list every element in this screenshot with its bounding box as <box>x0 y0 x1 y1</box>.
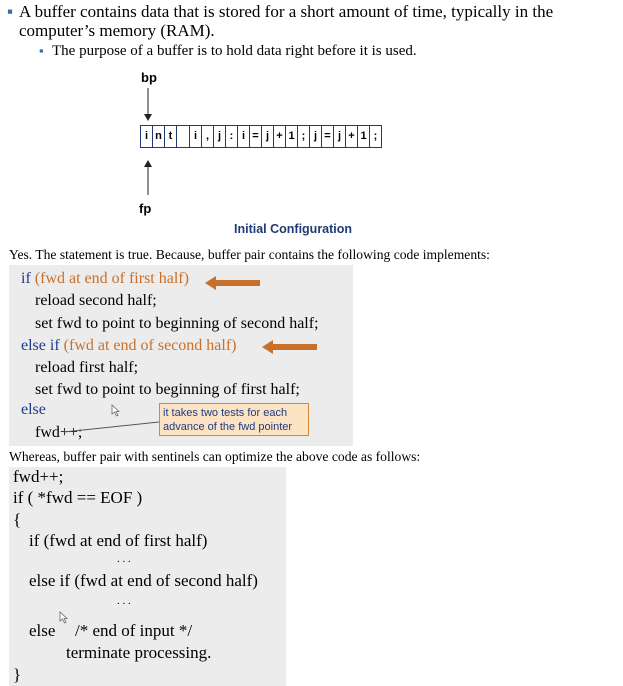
buffer-cell: i <box>141 125 153 148</box>
bullet1-line1: A buffer contains data that is stored for a short amount of time, typically in the <box>19 2 554 21</box>
fp-pointer-arrow <box>144 160 152 195</box>
code-elseif-keyword: else if <box>21 337 60 354</box>
buffer-cell: ; <box>298 125 310 148</box>
whereas-text: Whereas, buffer pair with sentinels can optimize the above code as follows: <box>9 449 421 464</box>
callout-two-tests: it takes two tests for each advance of the fwd pointer <box>159 403 309 436</box>
bullet1-line2: computer’s memory (RAM). <box>19 21 215 40</box>
buffer-cell: = <box>250 125 262 148</box>
code-fwd-increment: fwd++; <box>35 424 83 441</box>
code-if-keyword: if <box>21 270 31 287</box>
buffer-cell: j <box>262 125 274 148</box>
code2-ellipsis-2: . . . <box>117 595 131 607</box>
code-reload-first: reload first half; <box>35 359 139 376</box>
code2-terminate: terminate processing. <box>66 643 212 662</box>
bullet2-text: The purpose of a buffer is to hold data right before it is used. <box>52 43 417 59</box>
code-if-condition: (fwd at end of first half) <box>34 270 189 287</box>
buffer-cell: + <box>346 125 358 148</box>
buffer-cell: , <box>202 125 214 148</box>
code2-ellipsis-1: . . . <box>117 553 131 565</box>
buffer-cell: n <box>153 125 165 148</box>
code-reload-second: reload second half; <box>35 292 157 309</box>
buffer-cell: 1 <box>358 125 370 148</box>
bullet-marker: ▪ <box>39 43 44 58</box>
orange-arrow-icon <box>205 276 260 290</box>
code2-if-eof: if ( *fwd == EOF ) <box>13 488 143 507</box>
code2-close-brace: } <box>13 665 22 684</box>
callout-leader-line <box>64 422 159 432</box>
buffer-cell: j <box>310 125 322 148</box>
diagram-caption: Initial Configuration <box>234 222 353 236</box>
cursor-icon <box>112 405 119 416</box>
orange-arrow-icon <box>262 340 317 354</box>
code2-else-keyword: else <box>29 621 56 640</box>
buffer-cell: ; <box>370 125 382 148</box>
code-elseif-condition: (fwd at end of second half) <box>63 337 237 354</box>
code2-comment: /* end of input */ <box>75 621 193 640</box>
bp-pointer-arrow <box>144 88 152 121</box>
buffer-cell: i <box>190 125 202 148</box>
bp-label: bp <box>141 70 157 85</box>
code2-fwd-increment: fwd++; <box>13 467 64 486</box>
buffer-cell: j <box>214 125 226 148</box>
cursor-icon <box>60 612 67 623</box>
buffer-cell: : <box>226 125 238 148</box>
buffer-cell: j <box>334 125 346 148</box>
buffer-cell: 1 <box>286 125 298 148</box>
code2-elseif-second-half: else if (fwd at end of second half) <box>29 571 258 590</box>
fp-label: fp <box>139 201 152 216</box>
bullet-marker: ▪ <box>7 2 14 21</box>
code-set-second: set fwd to point to beginning of second half; <box>35 315 319 332</box>
buffer-cell: = <box>322 125 334 148</box>
code2-if-first-half: if (fwd at end of first half) <box>29 531 208 550</box>
buffer-cell: i <box>238 125 250 148</box>
buffer-cell: + <box>274 125 286 148</box>
statement-text: Yes. The statement is true. Because, buffer pair contains the following code implements: <box>9 247 490 262</box>
buffer-cell: t <box>165 125 177 148</box>
code2-open-brace: { <box>13 510 22 529</box>
code-set-first: set fwd to point to beginning of first half; <box>35 381 300 398</box>
code-else-keyword: else <box>21 401 46 418</box>
